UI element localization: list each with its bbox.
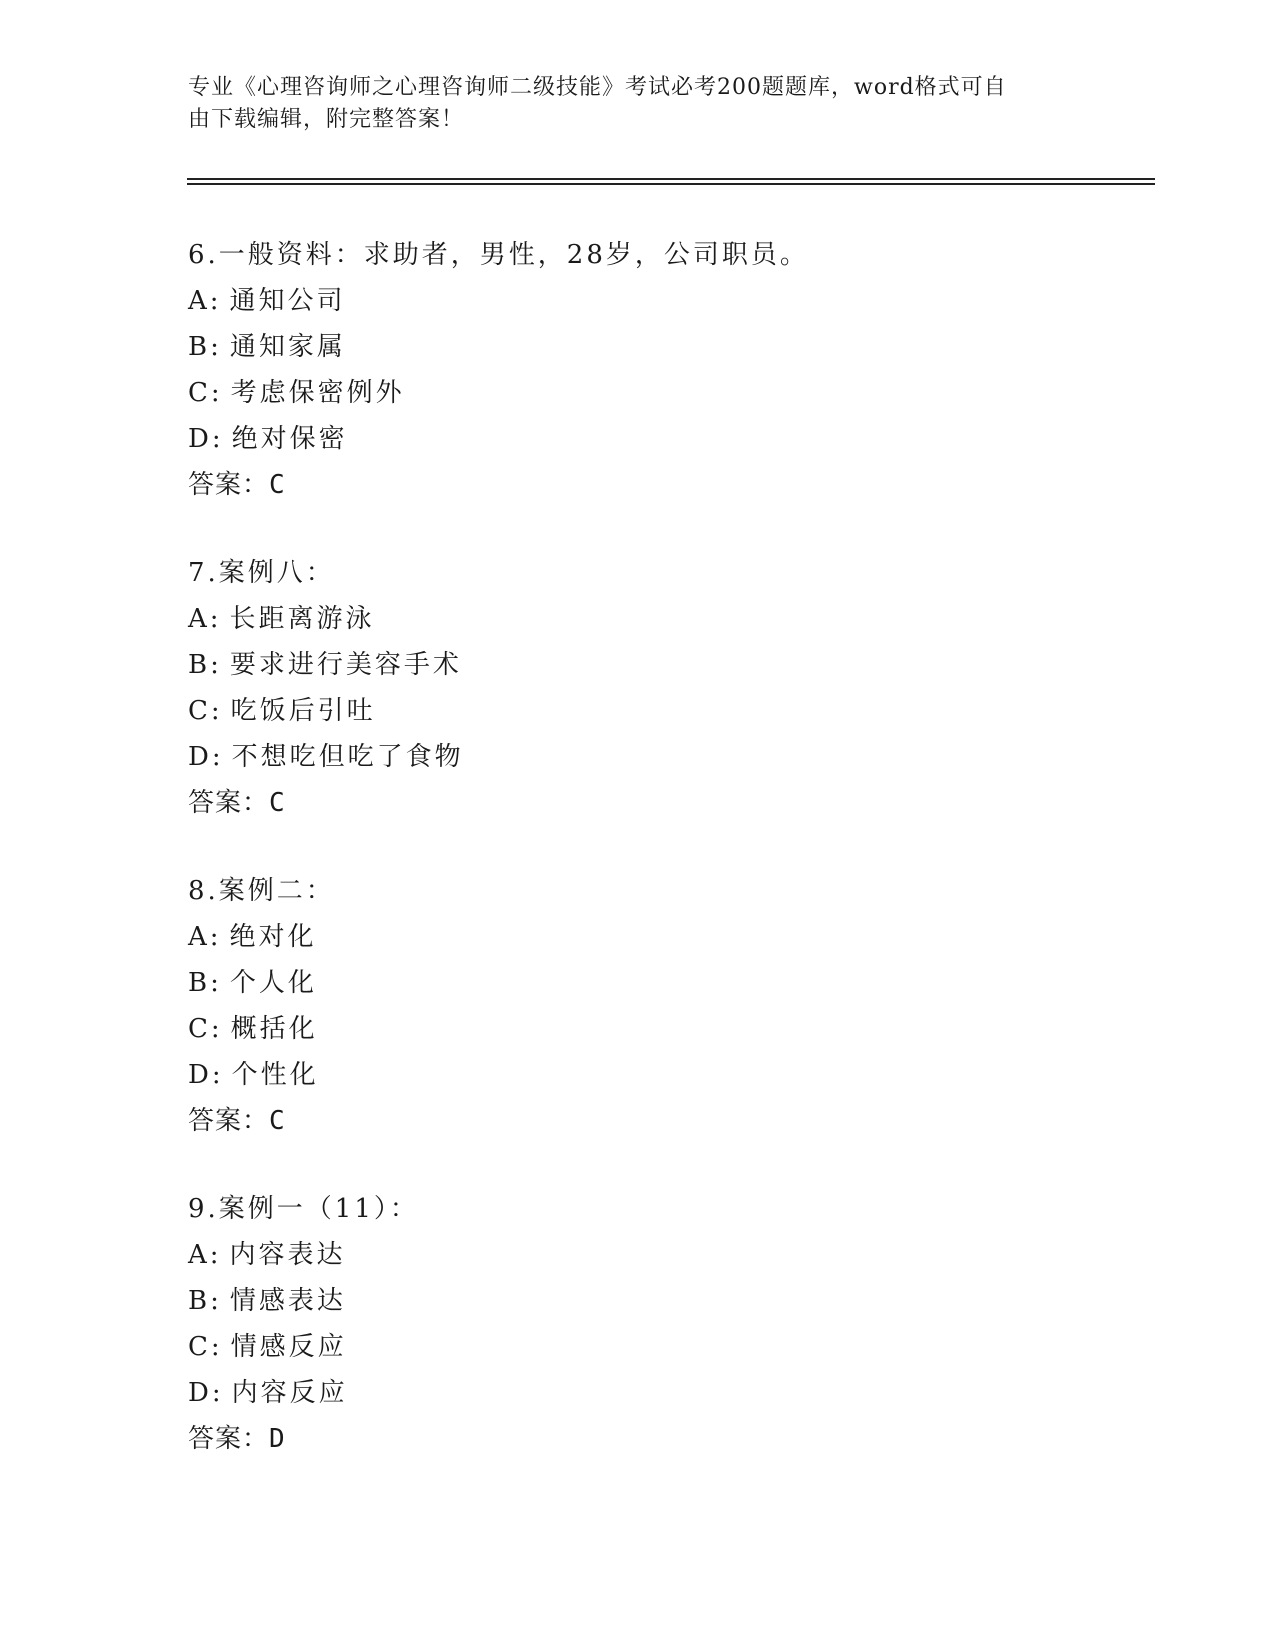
option-key: C: <box>188 1332 223 1362</box>
option-key: D: <box>188 424 224 454</box>
option-c <box>188 370 1088 416</box>
question-9 <box>188 1186 1088 1462</box>
question-stem: 6.一般资料：求助者，男性，28岁，公司职员。 <box>188 240 809 270</box>
option-key: A: <box>188 922 222 952</box>
option-text: 绝对化 <box>229 922 317 952</box>
header-divider-top <box>187 178 1155 180</box>
option-a <box>188 1232 1088 1278</box>
option-c <box>188 1006 1088 1052</box>
option-text: 要求进行美容手术 <box>229 650 462 680</box>
option-key: D: <box>188 742 224 772</box>
option-d <box>188 734 1088 780</box>
document-header <box>188 72 1068 136</box>
option-text: 个性化 <box>231 1060 319 1090</box>
option-key: B: <box>188 968 222 998</box>
answer-line: 答案：C <box>188 470 286 500</box>
option-c <box>188 688 1088 734</box>
option-text: 概括化 <box>230 1014 318 1044</box>
option-d <box>188 1370 1088 1416</box>
option-text: 通知公司 <box>229 286 346 316</box>
header-line-1: 专业《心理咨询师之心理咨询师二级技能》考试必考200题题库，word格式可自 <box>188 75 1007 100</box>
question-stem: 7.案例八： <box>188 558 335 588</box>
option-d <box>188 1052 1088 1098</box>
answer-line: 答案：D <box>188 1424 286 1454</box>
option-text: 情感表达 <box>229 1286 346 1316</box>
option-key: C: <box>188 1014 223 1044</box>
option-b <box>188 324 1088 370</box>
question-6 <box>188 232 1088 508</box>
option-text: 情感反应 <box>230 1332 347 1362</box>
option-a <box>188 914 1088 960</box>
answer-line: 答案：C <box>188 788 286 818</box>
option-text: 个人化 <box>229 968 317 998</box>
option-b <box>188 960 1088 1006</box>
option-key: A: <box>188 1240 222 1270</box>
option-text: 内容表达 <box>229 1240 346 1270</box>
option-text: 不想吃但吃了食物 <box>231 742 464 772</box>
option-key: A: <box>188 286 222 316</box>
option-key: D: <box>188 1060 224 1090</box>
option-key: A: <box>188 604 222 634</box>
header-divider-bottom <box>187 183 1155 185</box>
option-key: B: <box>188 332 222 362</box>
question-stem: 9.案例一（11）： <box>188 1194 419 1224</box>
option-b <box>188 642 1088 688</box>
answer-line: 答案：C <box>188 1106 286 1136</box>
option-b <box>188 1278 1088 1324</box>
option-text: 考虑保密例外 <box>230 378 405 408</box>
question-7 <box>188 550 1088 826</box>
option-key: B: <box>188 650 222 680</box>
option-a <box>188 596 1088 642</box>
question-8 <box>188 868 1088 1144</box>
option-c <box>188 1324 1088 1370</box>
option-key: C: <box>188 378 223 408</box>
question-stem: 8.案例二： <box>188 876 335 906</box>
option-text: 内容反应 <box>231 1378 348 1408</box>
header-line-2: 由下载编辑，附完整答案！ <box>188 107 465 132</box>
option-key: C: <box>188 696 223 726</box>
option-text: 长距离游泳 <box>229 604 375 634</box>
option-key: B: <box>188 1286 222 1316</box>
option-text: 绝对保密 <box>231 424 348 454</box>
option-text: 通知家属 <box>229 332 346 362</box>
option-text: 吃饭后引吐 <box>230 696 376 726</box>
option-key: D: <box>188 1378 224 1408</box>
option-d <box>188 416 1088 462</box>
option-a <box>188 278 1088 324</box>
